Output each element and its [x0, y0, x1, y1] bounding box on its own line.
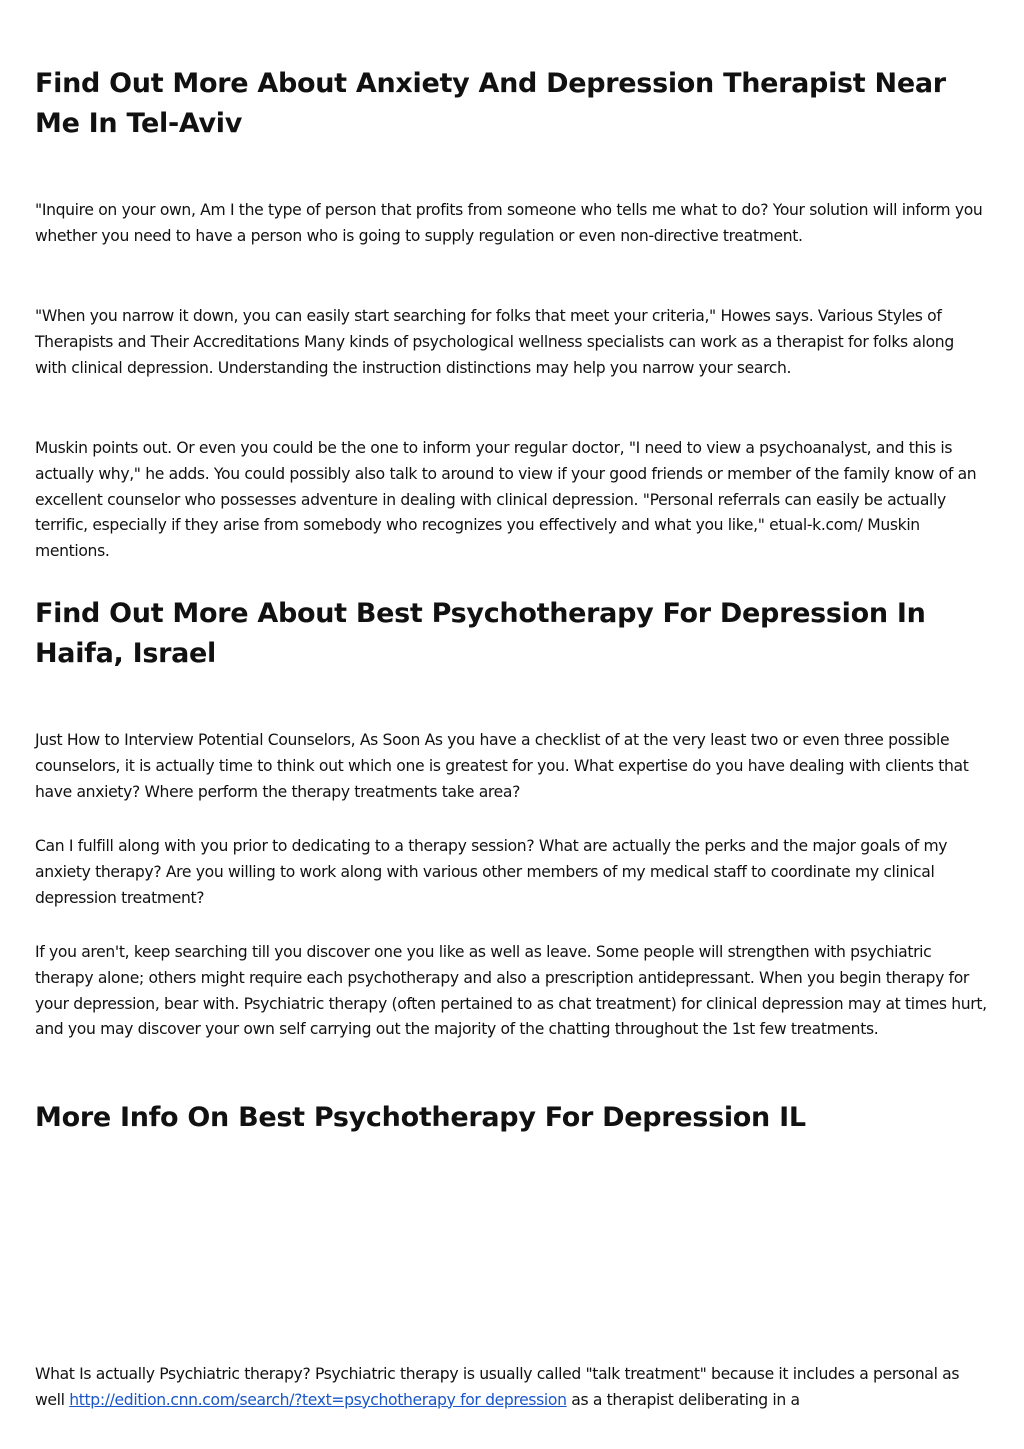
- section-2-paragraph-1: Just How to Interview Potential Counselors, As Soon As you have a checklist of at the very least two or even three possible counselors, it is actually time to think out which one is greatest for you. What expertise do you have dealing with clients that have anxiety? Where perform the therapy treatments take area?: [35, 731, 969, 801]
- section-1-paragraph-2: "When you narrow it down, you can easily start searching for folks that meet your criteria," Howes says. Various Styles of Therapists and Their Accreditations Many kinds of psychological wellness specialists can work as a therapist for folks along with clinical depression. Understanding the instruction distinctions may help you narrow your search.: [35, 307, 954, 377]
- paragraph-text-after-link: as a therapist deliberating in a: [566, 1390, 800, 1409]
- paragraph-text-before-link: What Is actually Psychiatric therapy? Psychiatric therapy is usually called "talk treatment" because it includes a personal as well: [35, 1365, 960, 1409]
- section-1-paragraph-3: Muskin points out. Or even you could be the one to inform your regular doctor, "I need to view a psychoanalyst, and this is actually why," he adds. You could possibly also talk to around to view if your good friends or member of the family know of an excellent counselor who possesses adventure in dealing with clinical depression. "Personal referrals can easily be actually terrific, especially if they arise from somebody who recognizes you effectively and what you like," etual-k.com/ Muskin mentions.: [35, 439, 977, 561]
- section-1-paragraph-1: "Inquire on your own, Am I the type of person that profits from someone who tells me what to do? Your solution will inform you whether you need to have a person who is going to supply regulation or even non-directive treatment.: [35, 201, 983, 245]
- section-3-paragraph-1: [35, 1362, 990, 1414]
- cnn-search-link[interactable]: http://edition.cnn.com/search/?text=psychotherapy for depression: [69, 1390, 567, 1409]
- section-2-paragraph-2: Can I fulfill along with you prior to dedicating to a therapy session? What are actually the perks and the major goals of my anxiety therapy? Are you willing to work along with various other members of my medical staff to coordinate my clinical depression treatment?: [35, 837, 948, 907]
- section-3-heading: More Info On Best Psychotherapy For Depression IL: [35, 1102, 806, 1133]
- section-2-heading: Find Out More About Best Psychotherapy For Depression In Haifa, Israel: [35, 598, 926, 669]
- section-1-heading: Find Out More About Anxiety And Depression Therapist Near Me In Tel-Aviv: [35, 68, 946, 139]
- section-2-paragraph-3: If you aren't, keep searching till you discover one you like as well as leave. Some people will strengthen with psychiatric therapy alone; others might require each psychotherapy and also a prescription antidepressant. When you begin therapy for your depression, bear with. Psychiatric therapy (often pertained to as chat treatment) for clinical depression may at times hurt, and you may discover your own self carrying out the majority of the chatting throughout the 1st few treatments.: [35, 943, 987, 1039]
